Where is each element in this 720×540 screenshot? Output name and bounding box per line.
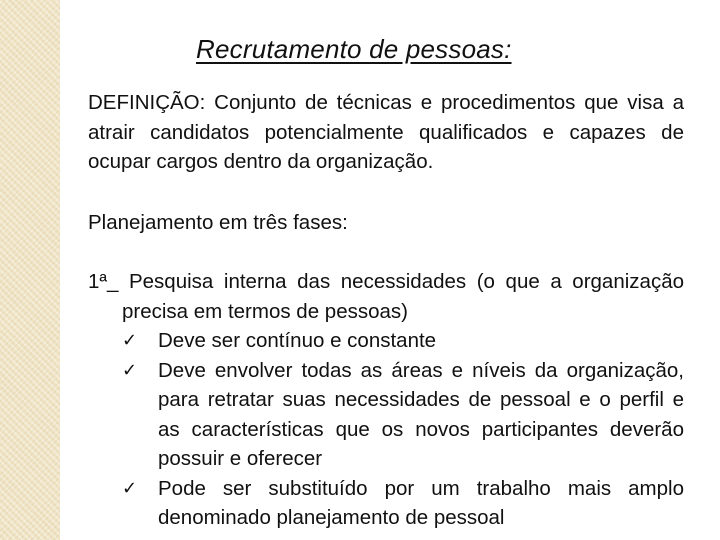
definition-paragraph: DEFINIÇÃO: Conjunto de técnicas e procedimentos que visa a atrair candidatos potencialmente qualificados e capazes de ocupar cargos dentro da organização. — [88, 91, 684, 173]
check-icon: ✓ — [122, 477, 138, 498]
check-item-text: Deve ser contínuo e constante — [158, 329, 437, 352]
phase-1-checklist — [88, 326, 684, 533]
list-item — [122, 356, 684, 474]
check-icon: ✓ — [122, 359, 138, 380]
decorative-side-strip — [0, 0, 60, 540]
slide-title: Recrutamento de pessoas: — [196, 34, 512, 64]
phase-1-text: 1ª_ Pesquisa interna das necessidades (o que a organização precisa em termos de pessoas) — [88, 270, 684, 323]
slide-content — [88, 88, 684, 533]
list-item — [122, 326, 684, 356]
check-icon: ✓ — [122, 330, 138, 350]
check-item-text: Deve envolver todas as áreas e níveis da organização, para retratar suas necessidades de pessoal e o perfil e as características que os novos participantes deverão possuir e oferecer — [158, 358, 684, 470]
phases-heading: Planejamento em três fases: — [88, 210, 348, 234]
check-item-text: Pode ser substituído por um trabalho mais amplo denominado planejamento de pessoal — [158, 476, 684, 529]
list-item — [122, 474, 684, 533]
